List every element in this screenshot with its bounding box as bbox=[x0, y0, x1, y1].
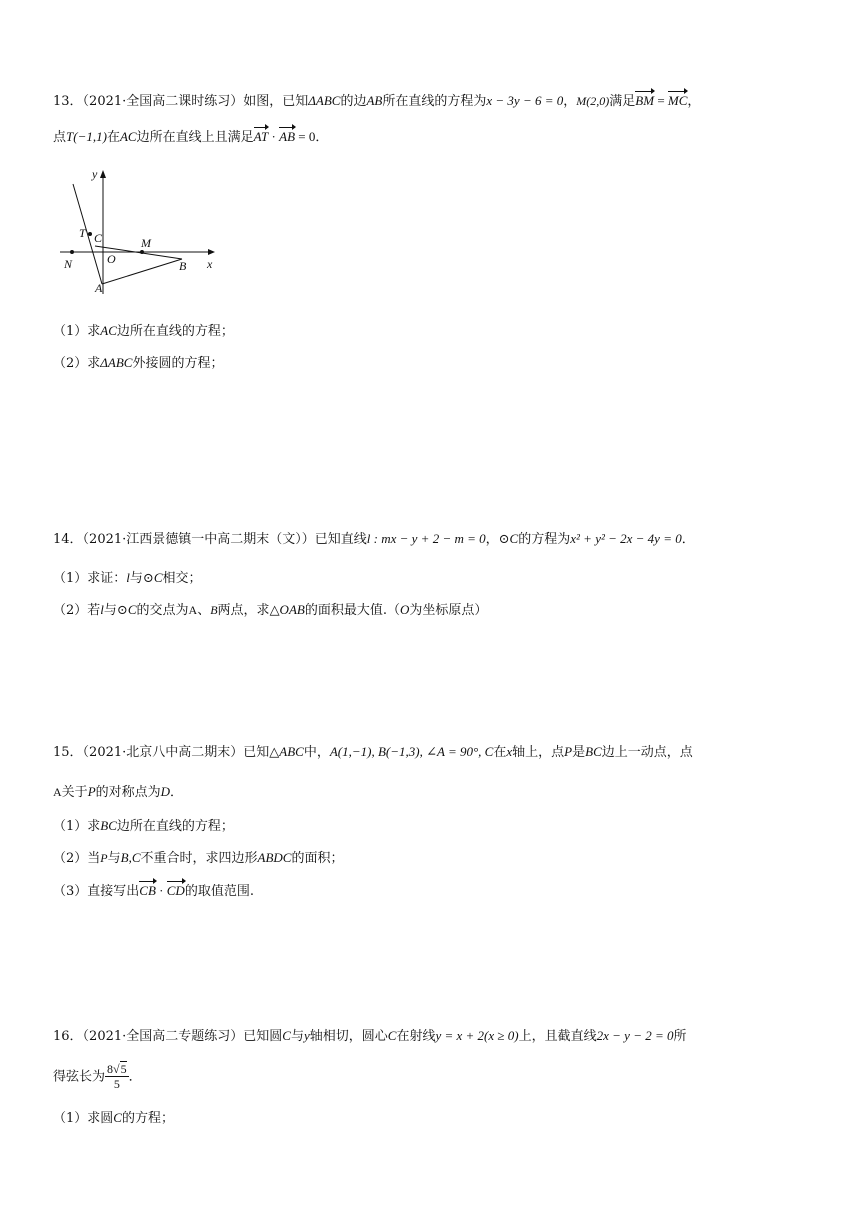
q13-text: ． bbox=[315, 130, 329, 145]
q15-math: P bbox=[100, 851, 108, 865]
label-b: B bbox=[179, 259, 187, 273]
q16-text: ． bbox=[128, 1069, 142, 1085]
q13-vector-ab: AB bbox=[279, 129, 296, 144]
q13-text: 如图，已知 bbox=[243, 94, 309, 109]
q14-part-text: （1）求证： bbox=[53, 571, 127, 586]
q15-math: BC bbox=[100, 818, 117, 833]
q13-part-text: 外接圆的方程； bbox=[132, 356, 224, 371]
q14-math: B bbox=[210, 603, 218, 617]
q14-math: ⊙C bbox=[498, 531, 519, 546]
q15-part-text: 的取值范围. bbox=[184, 884, 254, 899]
q15-part3 bbox=[53, 882, 254, 901]
q13-math: · bbox=[268, 129, 280, 144]
q13-math: ΔABC bbox=[100, 355, 133, 370]
label-c: C bbox=[94, 231, 103, 245]
q16-num-radicand: 5 bbox=[120, 1062, 127, 1076]
q13-vector-at: AT bbox=[253, 129, 269, 144]
q14-part-text: （2）若 bbox=[53, 603, 101, 618]
q15-math: D bbox=[160, 784, 171, 799]
q14-part-text: 与 bbox=[103, 603, 117, 618]
q16-text: 所 bbox=[673, 1029, 687, 1044]
q15-math: P bbox=[564, 744, 573, 759]
q16-fraction-numerator: 8√5 bbox=[107, 1062, 127, 1076]
q13-source: （2021·全国高二课时练习） bbox=[82, 94, 244, 109]
q16-source: （2021·全国高二专题练习） bbox=[82, 1029, 244, 1044]
q14-text: ． bbox=[681, 532, 695, 547]
q16-number: 16． bbox=[53, 1029, 83, 1044]
q15-text: 边上一动点，点 bbox=[601, 745, 693, 760]
x-axis-arrow bbox=[208, 249, 215, 255]
q13-math: T(−1,1) bbox=[66, 129, 107, 144]
q13-part-text: 边所在直线的方程； bbox=[116, 324, 234, 339]
q16-math: C bbox=[387, 1028, 397, 1043]
q15-math: B,C bbox=[120, 850, 141, 865]
q15-text: 的对称点为 bbox=[95, 785, 161, 800]
q15-math: A(1,−1), B(−1,3), ∠A = 90°, C bbox=[329, 744, 494, 759]
q14-math: ⊙C bbox=[116, 602, 137, 617]
q14-part-text: 、 bbox=[197, 603, 211, 618]
q15-text: 已知 bbox=[243, 745, 270, 760]
q15-part-text: （1）求 bbox=[53, 819, 101, 834]
q16-fraction-denominator: 5 bbox=[113, 1077, 120, 1092]
q16-math: 2x − y − 2 = 0 bbox=[596, 1028, 674, 1043]
q15-text: 轴上，点 bbox=[512, 745, 565, 760]
q14-math: A bbox=[188, 603, 198, 617]
point-n bbox=[70, 250, 74, 254]
q14-text: 的方程为 bbox=[518, 532, 571, 547]
q15-text: ． bbox=[170, 785, 184, 800]
q15-math: x bbox=[506, 744, 513, 759]
q15-math: BC bbox=[585, 744, 602, 759]
point-t bbox=[88, 232, 92, 236]
q14-text: ， bbox=[485, 532, 499, 547]
q13-number: 13． bbox=[53, 94, 83, 109]
q13-text: ， bbox=[563, 94, 577, 109]
q15-part-text: 不重合时，求四边形 bbox=[140, 851, 258, 866]
q15-part1 bbox=[53, 817, 234, 836]
q14-math: x² + y² − 2x − 4y = 0 bbox=[570, 531, 682, 546]
q14-math: △OAB bbox=[269, 602, 305, 617]
q15-number: 15． bbox=[53, 745, 83, 760]
q14-part-text: 的面积最大值.（ bbox=[304, 603, 400, 618]
q15-math: P bbox=[87, 784, 96, 799]
q13-part1 bbox=[53, 322, 234, 341]
q16-text: 轴相切，圆心 bbox=[309, 1029, 388, 1044]
q14-source: （2021·江西景德镇一中高二期末（文）） bbox=[82, 532, 315, 547]
q13-math: ΔABC bbox=[308, 93, 341, 108]
q15-math: · bbox=[155, 883, 167, 898]
q13-vector-bm: BM bbox=[635, 93, 655, 108]
q16-num-coef: 8 bbox=[107, 1062, 114, 1076]
q14-math: O bbox=[399, 602, 410, 617]
q13-figure-diagram bbox=[55, 166, 225, 296]
q15-math: A bbox=[53, 785, 62, 799]
q15-text: 在 bbox=[493, 745, 507, 760]
q14-math: l : mx − y + 2 − m = 0 bbox=[366, 531, 486, 546]
q16-text: 已知圆 bbox=[243, 1029, 283, 1044]
q16-stem-line1 bbox=[53, 1027, 687, 1046]
q13-text: 点 bbox=[53, 130, 67, 145]
q16-fraction bbox=[105, 1062, 129, 1092]
point-m bbox=[140, 250, 144, 254]
label-o: O bbox=[107, 252, 116, 266]
q13-text: ， bbox=[687, 94, 701, 109]
q14-math: l bbox=[100, 602, 104, 617]
q15-text: 关于 bbox=[61, 785, 88, 800]
q15-stem-line1 bbox=[53, 743, 693, 762]
q14-math: l bbox=[126, 570, 130, 585]
q13-text: 所在直线的方程为 bbox=[382, 94, 487, 109]
y-axis-arrow bbox=[100, 170, 106, 178]
label-y: y bbox=[92, 167, 98, 181]
q16-math: C bbox=[282, 1028, 291, 1043]
q13-math: AC bbox=[119, 129, 137, 144]
q13-part-text: （2）求 bbox=[53, 356, 101, 371]
q13-part2 bbox=[53, 354, 223, 373]
q16-math: C bbox=[113, 1110, 122, 1125]
q15-vector-cd: CD bbox=[166, 883, 185, 898]
q15-text: 是 bbox=[572, 745, 586, 760]
q14-stem bbox=[53, 530, 695, 549]
q15-vector-cb: CB bbox=[139, 883, 156, 898]
q16-text: 与 bbox=[290, 1029, 304, 1044]
q16-math: y bbox=[303, 1028, 310, 1043]
q14-part-text: 为坐标原点） bbox=[409, 603, 488, 618]
label-t: T bbox=[79, 226, 86, 240]
q13-math: = 0 bbox=[295, 129, 316, 144]
q13-math: M(2,0) bbox=[576, 94, 610, 108]
q16-part-text: （1）求圆 bbox=[53, 1111, 114, 1126]
q15-part-text: 与 bbox=[107, 851, 121, 866]
q16-math: y = x + 2(x ≥ 0) bbox=[435, 1028, 519, 1043]
q16-text: 得弦长为 bbox=[53, 1069, 106, 1085]
q14-part-text: 两点，求 bbox=[217, 603, 270, 618]
q13-text: 在 bbox=[106, 130, 120, 145]
q16-part1 bbox=[53, 1109, 174, 1128]
q13-text: 满足 bbox=[609, 94, 636, 109]
q13-text: 的边 bbox=[340, 94, 367, 109]
q14-part-text: 相交； bbox=[162, 571, 202, 586]
label-n: N bbox=[64, 257, 73, 271]
q16-text: 在射线 bbox=[396, 1029, 436, 1044]
q14-number: 14． bbox=[53, 532, 83, 547]
q16-part-text: 的方程； bbox=[121, 1111, 174, 1126]
q15-stem-line2 bbox=[53, 783, 183, 802]
q14-math: ⊙C bbox=[142, 570, 163, 585]
q15-part-text: （3）直接写出 bbox=[53, 884, 140, 899]
q15-part-text: （2）当 bbox=[53, 851, 101, 866]
q13-math: AC bbox=[100, 323, 117, 338]
q15-text: 中， bbox=[303, 745, 330, 760]
q13-text: 边所在直线上且满足 bbox=[136, 130, 254, 145]
q14-part-text: 的交点为 bbox=[136, 603, 189, 618]
label-a: A bbox=[95, 281, 103, 295]
q13-math: AB bbox=[366, 93, 383, 108]
q15-math: △ABC bbox=[269, 744, 304, 759]
label-m: M bbox=[141, 236, 151, 250]
q15-part2 bbox=[53, 849, 344, 868]
q14-part-text: 与 bbox=[129, 571, 143, 586]
q15-part-text: 的面积； bbox=[291, 851, 344, 866]
q14-part1 bbox=[53, 569, 202, 588]
label-x: x bbox=[207, 257, 213, 271]
q13-math: x − 3y − 6 = 0 bbox=[486, 93, 564, 108]
q15-math: ABDC bbox=[257, 850, 292, 865]
q15-part-text: 边所在直线的方程； bbox=[116, 819, 234, 834]
q14-part2 bbox=[53, 601, 487, 620]
q13-stem-line1 bbox=[53, 92, 700, 111]
q16-text: 上，且截直线 bbox=[518, 1029, 597, 1044]
q15-source: （2021·北京八中高二期末） bbox=[82, 745, 244, 760]
q13-vector-mc: MC bbox=[667, 93, 688, 108]
q16-stem-line2 bbox=[53, 1062, 142, 1092]
q14-text: 已知直线 bbox=[314, 532, 367, 547]
q13-part-text: （1）求 bbox=[53, 324, 101, 339]
q13-stem-line2 bbox=[53, 128, 328, 147]
q13-math: = bbox=[654, 93, 668, 108]
